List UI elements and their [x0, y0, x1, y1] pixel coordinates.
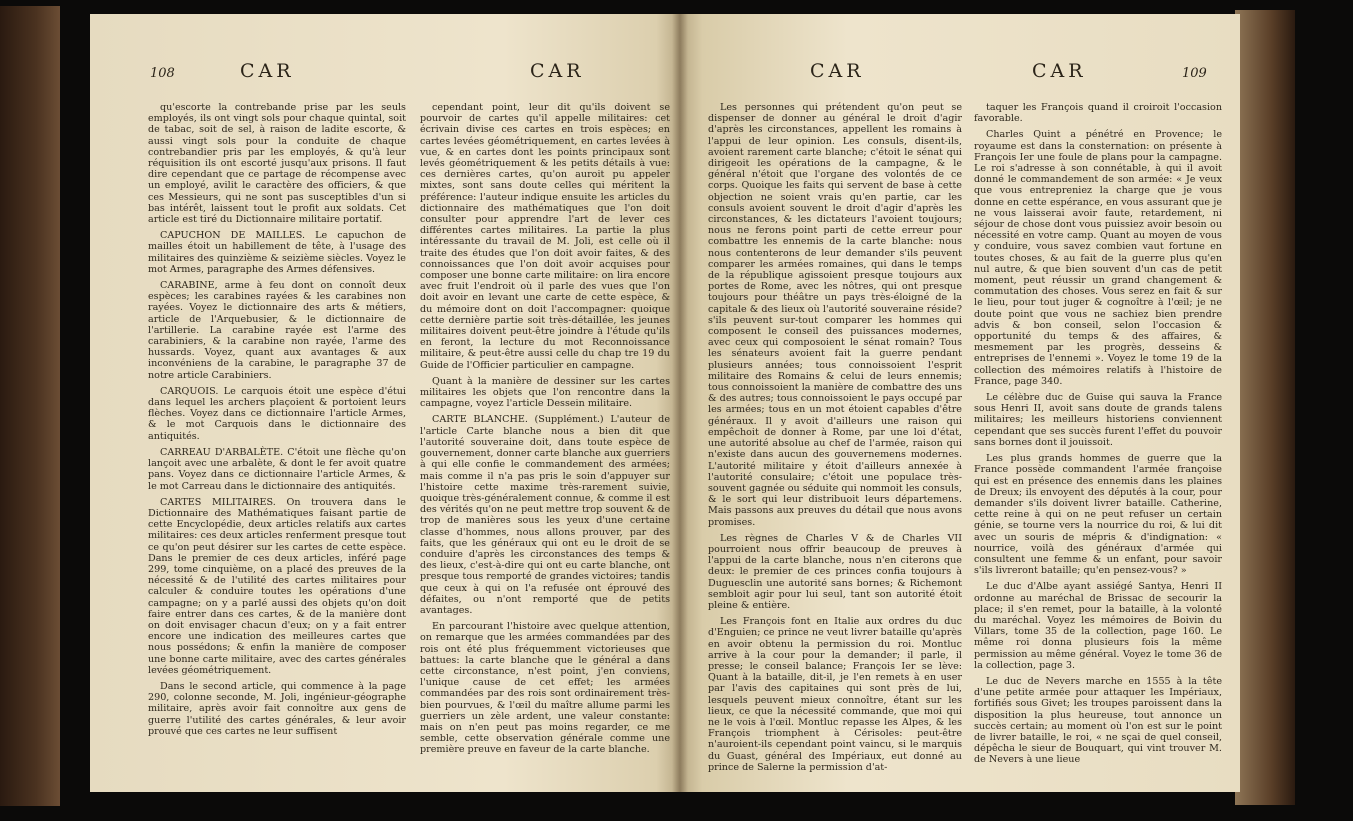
paragraph: qu'escorte la contrebande prise par les seuls employés, ils ont vingt sols pour chaque quintal, soit de tabac, soit de sel, à raison de ladite escorte, & aussi vingt sols pour la conduite de chaque contrebandier pris par les employés, & qu'à leur réquisition ils ont escorté jusqu'aux prisons. Il faut dire cependant que ce partage de récompense avec un employé, avilit le caractère des officiers, & que ces Messieurs, qui ne sont pas susceptibles d'un si bas intérêt, laissent tout le profit aux soldats. Cet article est tiré du Dictionnaire militaire portatif.	[148, 102, 406, 226]
paragraph: Les plus grands hommes de guerre que la France possède commandent l'armée françoise qui est en présence des ennemis dans les plaines de Dreux; ils envoyent des députés à la cour, pour demander s'ils doivent livrer bataille. Catherine, cette reine à qui on ne peut refuser un certain génie, se tourne vers la nourrice du roi, & lui dit avec un souris de mépris & d'indignation: « nourrice, voilà des généraux d'armée qui consultent une femme & un enfant, pour savoir s'ils livreront bataille; qu'en pensez-vous? »	[974, 453, 1222, 577]
paragraph: CARTES MILITAIRES. On trouvera dans le Dictionnaire des Mathématiques faisant partie de cette Encyclopédie, deux articles relatifs aux cartes militaires: ces deux articles renferment presque tout ce qu'on peut désirer sur les cartes de cette espèce. Dans le premier de ces deux articles, inféré page 299, tome cinquième, on a placé des preuves de la nécessité & de l'utilité des cartes militaires pour calculer & conduire toutes les opérations d'une campagne; on y a parlé aussi des objets qu'on doit faire entrer dans ces cartes, & de la manière dont on doit envisager chacun d'eux; on y a fait entrer encore une indication des meilleures cartes que nous possédons; & enfin la manière de composer une bonne carte militaire, avec des cartes générales levées géométriquement.	[148, 496, 406, 676]
page-number: 109	[1182, 66, 1207, 81]
left-page	[90, 14, 680, 792]
paragraph: CARABINE, arme à feu dont on connoît deux espèces; les carabines rayées & les carabines non rayées. Voyez le dictionnaire des arts & métiers, article de l'Arquebusier, & le dictionnaire de l'artillerie. La carabine rayée est l'arme des carabiniers, & la carabine non rayée, l'arme des hussards. Voyez, quant aux avantages & aux inconvéniens de la carabine, le paragraphe 37 de notre article Carabiniers.	[148, 280, 406, 381]
running-head: CAR	[810, 60, 865, 82]
text-column-1	[708, 102, 962, 778]
paragraph: Les François font en Italie aux ordres du duc d'Enguien; ce prince ne veut livrer bataille qu'après en avoir obtenu la permission du roi. Montluc arrive à la cour pour la demander; il parle, il presse; le conseil balance; François Ier se lève: Quant à la bataille, dit-il, je l'en remets à en user par l'avis des capitaines qui sont près de lui, lesquels peuvent mieux connoître, étant sur les lieux, ce que la nécessité commande, que moi qui ne le vois à l'œil. Montluc repasse les Alpes, & les François triomphent à Cérisoles: peut-être n'auroient-ils cependant point vaincu, si le marquis du Guast, général des Impériaux, eut donné au prince de Salerne la permission d'at-	[708, 616, 962, 773]
paragraph: Le célèbre duc de Guise qui sauva la France sous Henri II, avoit sans doute de grands talens militaires; les meilleurs historiens conviennent cependant que ses succès furent l'effet du pouvoir sans bornes dont il jouissoit.	[974, 392, 1222, 448]
right-page	[680, 14, 1240, 792]
paragraph: Dans le second article, qui commence à la page 290, colonne seconde, M. Joli, ingénieur-géographe militaire, après avoir fait connoître aux gens de guerre l'utilité des cartes générales, & leur avoir prouvé que ces cartes ne leur suffisent	[148, 680, 406, 737]
left-book-edge	[0, 6, 60, 806]
paragraph: Le duc d'Albe ayant assiégé Santya, Henri II ordonne au maréchal de Brissac de secourir la place; il s'en remet, pour la bataille, à la volonté du maréchal. Voyez les mémoires de Boivin du Villars, tome 35 de la collection, page 160. Le même roi donna plusieurs fois la même permission au même général. Voyez le tome 36 de la collection, page 3.	[974, 581, 1222, 671]
paragraph: Les règnes de Charles V & de Charles VII pourroient nous offrir beaucoup de preuves à l'appui de la carte blanche, nous n'en citerons que deux: le premier de ces princes confia toujours à Duguesclin une autorité sans bornes; & Richemont sembloit agir pour lui seul, tant son autorité étoit pleine & entière.	[708, 532, 962, 611]
running-head: CAR	[1032, 60, 1087, 82]
text-column-2	[974, 102, 1222, 771]
page-number: 108	[150, 66, 175, 81]
paragraph: En parcourant l'histoire avec quelque attention, on remarque que les armées commandées par des rois ont été plus fréquemment victorieuses que battues: la carte blanche que le général a dans cette circonstance, n'est point, j'en conviens, l'unique cause de cet effet; les armées commandées par des rois sont ordinairement très-bien pourvues, & l'œil du maître allume parmi les guerriers un zèle ardent, une valeur constante: mais on n'en peut pas moins regarder, ce me semble, cette observation générale comme une première preuve en faveur de la carte blanche.	[420, 621, 670, 756]
paragraph: Le duc de Nevers marche en 1555 à la tête d'une petite armée pour attaquer les Impériaux, fortifiés sous Givet; les troupes paroissent dans la disposition la plus heureuse, tout annonce un succès certain; au moment où l'on est sur le point de livrer bataille, le roi, « ne sçai de quel conseil, dépêcha le sieur de Bouquart, qui vint trouver M. de Nevers à une lieue	[974, 675, 1222, 766]
paragraph: CAPUCHON DE MAILLES. Le capuchon de mailles étoit un habillement de tête, à l'usage des militaires des quinzième & seizième siècles. Voyez le mot Armes, paragraphe des Armes défensives.	[148, 230, 406, 275]
paragraph: Charles Quint a pénétré en Provence; le royaume est dans la consternation: on présente à François Ier une foule de plans pour la campagne. Le roi s'adresse à son connétable, à qui il avoit donné le commandement de son armée: « Je veux que vous entrepreniez la charge que je vous donne en cette espérance, en vous assurant que je ne vous laisserai avoir faute, retardement, ni séjour de chose dont vous puissiez avoir besoin ou nécessité en votre camp. Quant au moyen de vous y conduire, vous savez combien vaut fortune en toutes choses, & au fait de la guerre plus qu'en nul autre, & que bien souvent d'un cas de petit moment, peut réussir un grand changement & commutation des choses. Vous serez en fait & sur le lieu, pour tout juger & cognoître à l'œil; je ne doute point que vous ne sachiez bien prendre advis & bon conseil, selon l'occasion & opportunité du temps & des affaires, & mesmement par les progrès, desseins & entreprises de l'ennemi ». Voyez le tome 19 de la collection des mémoires relatifs à l'histoire de France, page 340.	[974, 129, 1222, 387]
paragraph: Les personnes qui prétendent qu'on peut se dispenser de donner au général le droit d'agir d'après les circonstances, appellent les romains à l'appui de leur opinion. Les consuls, disent-ils, avoient rarement carte blanche; c'étoit le sénat qui dirigeoit les opérations de la campagne, & le général n'étoit que l'organe des volontés de ce corps. Quoique les faits qui servent de base à cette objection ne soient vrais qu'en partie, car les consuls avoient souvent le droit d'agir d'après les circonstances, & les dictateurs l'avoient toujours; nous ne ferons point parti de cette erreur pour combattre les ennemis de la carte blanche: nous nous contenterons de leur demander s'ils peuvent comparer les armées romaines, qui dans le temps de la république agissoient presque toujours aux portes de Rome, avec les nôtres, qui ont presque toujours pour théâtre un pays très-éloigné de la capitale & des lieux où l'autorité souveraine réside? s'ils peuvent sur-tout comparer les hommes qui composent le conseil des puissances modernes, avec ceux qui composoient le sénat romain? Tous les sénateurs avoient fait la guerre pendant plusieurs années; tous connoissoient l'esprit militaire des Romains & celui de leurs ennemis; tous connoissoient la manière de combattre des uns & des autres; tous connoissoient le pays occupé par les armées; tous en un mot étoient capables d'être généraux. Il y avoit d'ailleurs une raison qui empêchoit de donner à Rome, par une loi d'état, une autorité absolue au chef de l'armée, raison qui n'existe dans aucun des gouvernemens modernes. L'autorité militaire y étoit d'ailleurs annexée à l'autorité consulaire; c'étoit une populace très-souvent gagnée ou séduite qui nommoit les consuls, & le sort qui leur distribuoit leurs départemens. Mais passons aux preuves du détail que nous avons promises.	[708, 102, 962, 528]
paragraph: CARTE BLANCHE. (Supplément.) L'auteur de l'article Carte blanche nous a bien dit que l'autorité souveraine doit, dans toute espèce de gouvernement, donner carte blanche aux guerriers à qui elle confie le commandement des armées; mais comme il n'a pas pris le soin d'appuyer sur l'histoire cette maxime très-rarement suivie, quoique très-généralement connue, & comme il est des vérités qu'on ne peut mettre trop souvent & de trop de manières sous les yeux d'une certaine classe d'hommes, nous allons prouver, par des faits, que les généraux qui ont eu le droit de se conduire d'après les circonstances des temps & des lieux, c'est-à-dire qui ont eu carte blanche, ont presque tous remporté de grandes victoires; tandis que ceux à qui on l'a refusée ont éprouvé des défaites, ou n'ont remporté que de petits avantages.	[420, 414, 670, 616]
right-book-edge	[1235, 10, 1295, 805]
running-head: CAR	[240, 60, 295, 82]
paragraph: taquer les François quand il croiroit l'occasion favorable.	[974, 102, 1222, 125]
book-gutter	[672, 14, 688, 792]
paragraph: Quant à la manière de dessiner sur les cartes militaires les objets que l'on rencontre dans la campagne, voyez l'article Dessein militaire.	[420, 375, 670, 410]
paragraph: CARREAU D'ARBALÈTE. C'étoit une flèche qu'on lançoit avec une arbalète, & dont le fer avoit quatre pans. Voyez dans ce dictionnaire l'article Armes, & le mot Carreau dans le dictionnaire des antiquités.	[148, 446, 406, 492]
paragraph: CARQUOIS. Le carquois étoit une espèce d'étui dans lequel les archers plaçoient & portoient leurs flèches. Voyez dans ce dictionnaire l'article Armes, & le mot Carquois dans le dictionnaire des antiquités.	[148, 385, 406, 442]
running-head: CAR	[530, 60, 585, 82]
text-column-1	[148, 102, 406, 742]
text-column-2	[420, 102, 670, 761]
paragraph: cependant point, leur dit qu'ils doivent se pourvoir de cartes qu'il appelle militaires: cet écrivain divise ces cartes en trois espèces; en cartes levées géométriquement, en cartes levées à vue, & en cartes dont les points principaux sont levés géométriquement & les petits détails à vue: ces dernières cartes, qu'on auroit pu appeler mixtes, sont sans doute celles qui méritent la préférence: l'auteur indique ensuite les articles du dictionnaire des mathématiques que l'on doit consulter pour apprendre l'art de lever ces différentes cartes militaires. La partie la plus intéressante du travail de M. Joli, est celle où il traite des études que l'on doit avoir faites, & des connoissances que l'on doit avoir acquises pour composer une bonne carte militaire: on lira encore avec fruit l'endroit où il parle des vues que l'on doit avoir en levant une carte de cette espèce, & du mémoire dont on doit l'accompagner: quoique cette dernière partie soit très-détaillée, les jeunes militaires doivent peut-être joindre à l'étude qu'ils en feront, la lecture du mot Reconnoissance militaire, & peut-être aussi celle du chap tre 19 du Guide de l'Officier particulier en campagne.	[420, 102, 670, 371]
